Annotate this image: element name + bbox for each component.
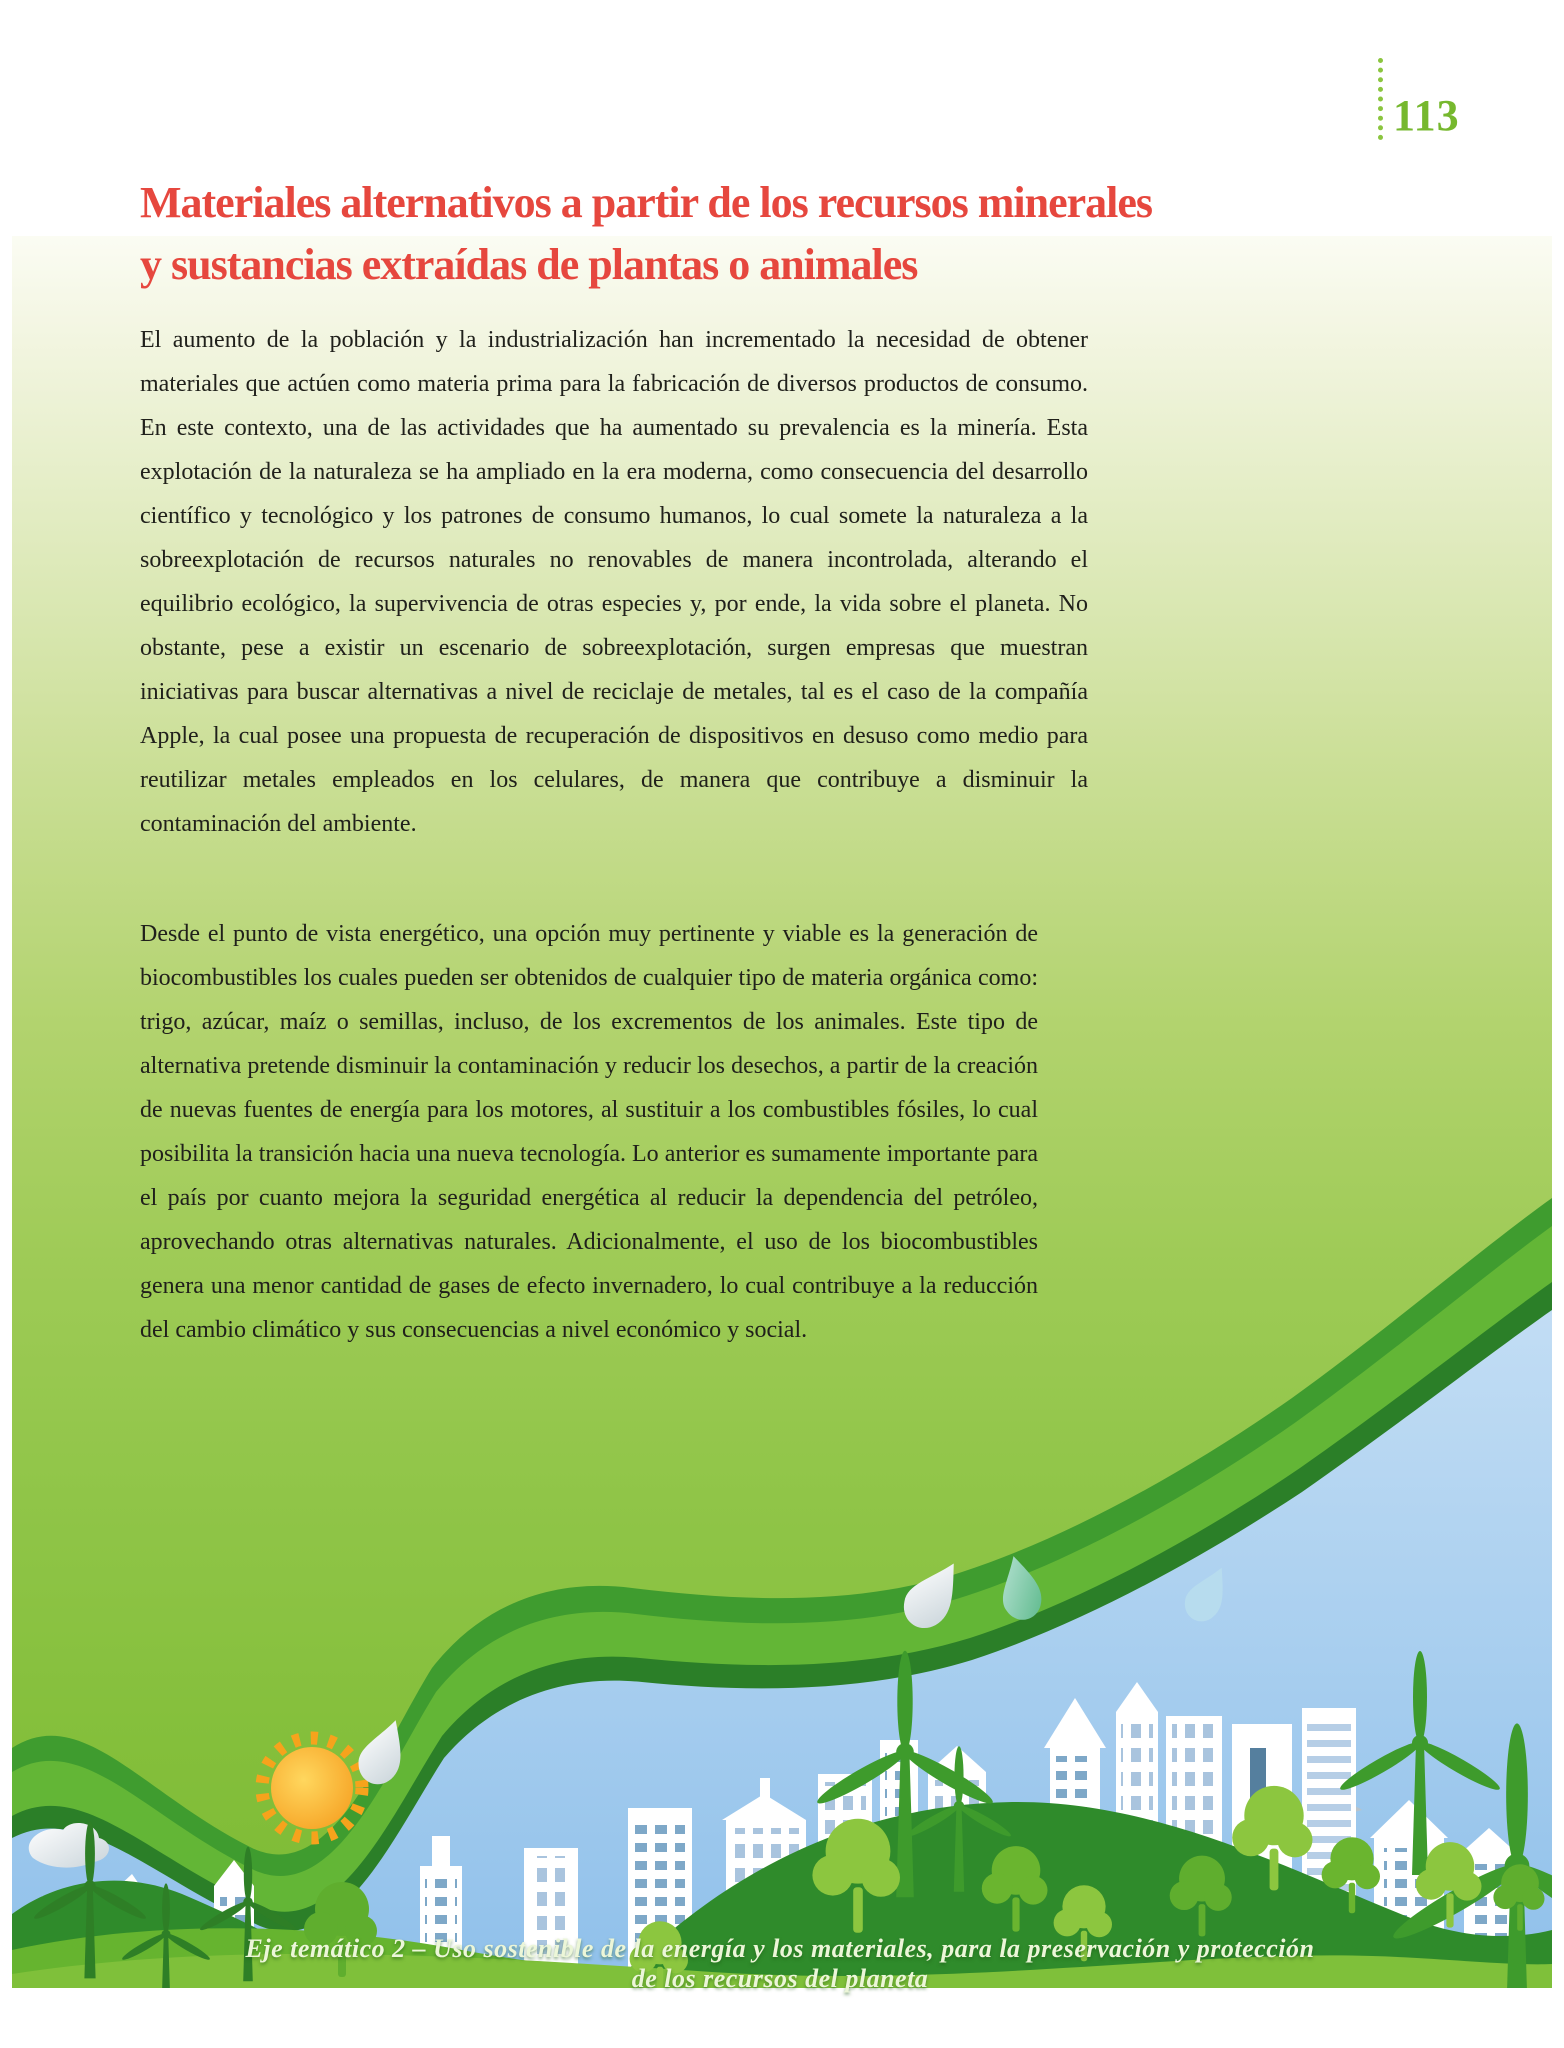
footer-caption: Eje temático 2 – Uso sostenible de la energía y los materiales, para la preservación y protección de los recursos del planeta (245, 1934, 1315, 1993)
eco-city-illustration (12, 1048, 1552, 1988)
page-title-line-2: y sustancias extraídas de plantas o animales (140, 240, 918, 289)
dotted-rule (1378, 58, 1383, 140)
page-number-block (1378, 58, 1460, 140)
body-paragraph-1: El aumento de la población y la industrialización han incrementado la necesidad de obtener materiales que actúen como materia prima para la fabricación de diversos productos de consumo. En este contexto, una de las actividades que ha aumentado su prevalencia es la minería. Esta explotación de la naturaleza se ha ampliado en la era moderna, como consecuencia del desarrollo científico y tecnológico y los patrones de consumo humanos, lo cual somete la naturaleza a la sobreexplotación de recursos naturales no renovables de manera incontrolada, alterando el equilibrio ecológico, la supervivencia de otras especies y, por ende, la vida sobre el planeta. No obstante, pese a existir un escenario de sobreexplotación, surgen empresas que muestran iniciativas para buscar alternativas a nivel de reciclaje de metales, tal es el caso de la compañía Apple, la cual posee una propuesta de recuperación de dispositivos en desuso como medio para reutilizar metales empleados en los celulares, de manera que contribuye a disminuir la contaminación del ambiente. (140, 327, 1088, 837)
sun-icon (262, 1738, 362, 1838)
page-title-line-1: Materiales alternativos a partir de los recursos minerales (140, 178, 1153, 227)
page-number: 113 (1393, 91, 1460, 140)
page-title (140, 172, 1540, 296)
body-paragraph-2: Desde el punto de vista energético, una opción muy pertinente y viable es la generación de biocombustibles los cuales pueden ser obtenidos de cualquier tipo de materia orgánica como: trigo, azúcar, maíz o semillas, incluso, de los excrementos de los animales. Este tipo de alternativa pretende disminuir la contaminación y reducir los desechos, a partir de la creación de nuevas fuentes de energía para los motores, al sustituir a los combustibles fósiles, lo cual posibilita la transición hacia una nueva tecnología. Lo anterior es sumamente importante para el país por cuanto mejora la seguridad energética al reducir la dependencia del petróleo, aprovechando otras alternativas naturales. Adicionalmente, el uso de los biocombustibles genera una menor cantidad de gases de efecto invernadero, lo cual contribuye a la reducción del cambio climático y sus consecuencias a nivel económico y social. (140, 921, 1038, 1343)
